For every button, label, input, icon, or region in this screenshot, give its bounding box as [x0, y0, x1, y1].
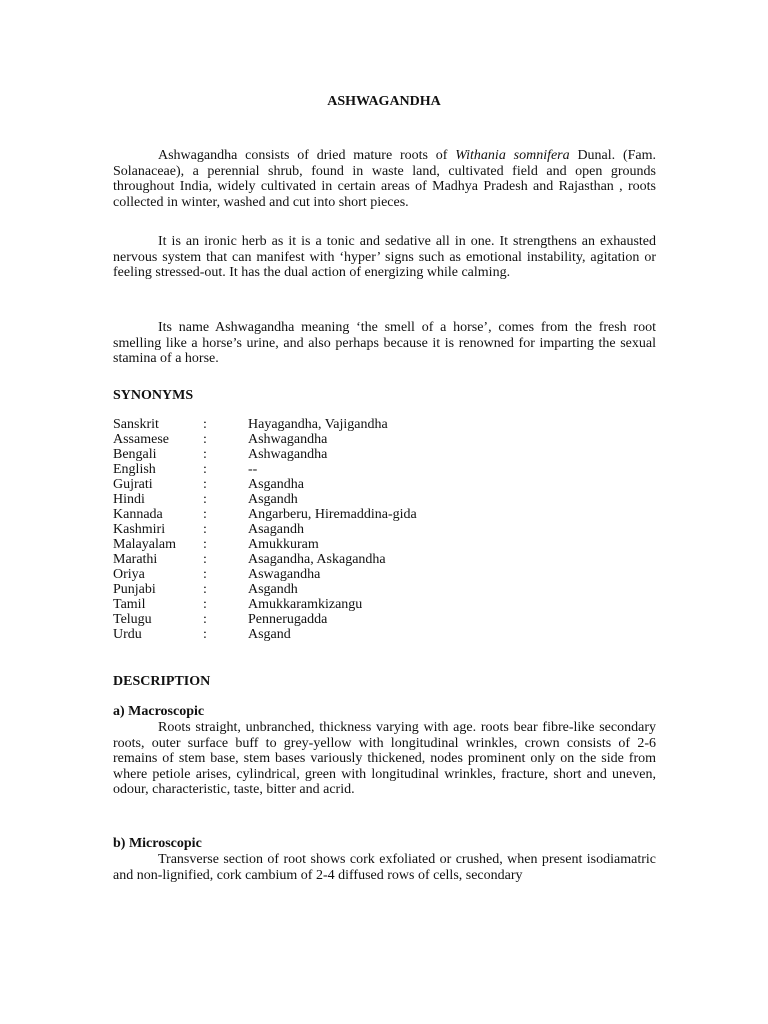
- macroscopic-text: Roots straight, unbranched, thickness varying with age. roots bear fibre-like secondary roots, outer surface buff to grey-yellow with longitudinal wrinkles, crown consists of 2-6 remains of stem base, stem bases variously thickened, nodes prominent only on the side from where petiole arises, cylindrical, green with longitudinal wrinkles, fracture, short and uneven, odour, characteristic, taste, bitter and acrid.: [113, 720, 656, 797]
- intro-p1-after: Dunal. (Fam. Solanaceae), a perennial shrub, found in waste land, cultivated field and open grounds throughout India, widely cultivated in certain areas of Madhya Pradesh and Rajasthan , roots collected in winter, washed and cut into short pieces.: [113, 148, 657, 210]
- synonym-separator: :: [203, 627, 207, 642]
- synonym-row: [113, 552, 656, 567]
- synonym-name: Amukkuram: [248, 537, 319, 552]
- synonym-name: Aswagandha: [248, 567, 321, 582]
- synonym-name: Hayagandha, Vajigandha: [248, 417, 388, 432]
- synonym-separator: :: [203, 417, 207, 432]
- synonym-name: Angarberu, Hiremaddina-gida: [248, 507, 417, 522]
- intro-p2-text: It is an ironic herb as it is a tonic and sedative all in one. It strengthens an exhausted nervous system that can manifest with ‘hyper’ signs such as emotional instability, agitation or feeling stressed-out. It has the dual action of energizing while calming.: [113, 234, 656, 280]
- synonym-name: Asagandh: [248, 522, 304, 537]
- synonym-name: Asgandha: [248, 477, 304, 492]
- synonym-separator: :: [203, 492, 207, 507]
- synonym-row: [113, 522, 656, 537]
- synonym-language: Urdu: [113, 627, 142, 642]
- synonym-language: Sanskrit: [113, 417, 159, 432]
- synonym-separator: :: [203, 567, 207, 582]
- synonym-row: [113, 432, 656, 447]
- synonym-name: --: [248, 462, 258, 477]
- synonym-separator: :: [203, 552, 207, 567]
- microscopic-heading: b) Microscopic: [113, 836, 202, 851]
- synonym-name: Ashwagandha: [248, 447, 328, 462]
- microscopic-text: Transverse section of root shows cork exfoliated or crushed, when present isodiamatric and non-lignified, cork cambium of 2-4 diffused rows of cells, secondary: [113, 852, 656, 883]
- synonym-separator: :: [203, 447, 207, 462]
- synonym-separator: :: [203, 612, 207, 627]
- synonym-language: Kannada: [113, 507, 163, 522]
- species-name: Withania somnifera: [455, 148, 570, 163]
- synonym-name: Asgandh: [248, 582, 298, 597]
- synonym-language: Oriya: [113, 567, 145, 582]
- synonym-name: Asgandh: [248, 492, 298, 507]
- synonym-name: Asgand: [248, 627, 291, 642]
- description-heading: DESCRIPTION: [113, 674, 211, 689]
- synonym-language: Gujrati: [113, 477, 153, 492]
- synonym-name: Ashwagandha: [248, 432, 328, 447]
- synonym-language: Hindi: [113, 492, 145, 507]
- synonyms-table: [113, 417, 656, 642]
- page-title: ASHWAGANDHA: [327, 94, 441, 109]
- synonyms-heading: SYNONYMS: [113, 388, 194, 403]
- macroscopic-heading: a) Macroscopic: [113, 704, 205, 719]
- synonym-row: [113, 597, 656, 612]
- macroscopic-paragraph: [113, 720, 656, 798]
- synonym-row: [113, 492, 656, 507]
- intro-paragraph-3: [113, 320, 656, 367]
- synonym-row: [113, 507, 656, 522]
- synonym-row: [113, 627, 656, 642]
- synonym-language: Assamese: [113, 432, 169, 447]
- synonym-language: English: [113, 462, 156, 477]
- synonym-row: [113, 462, 656, 477]
- synonym-separator: :: [203, 432, 207, 447]
- synonym-separator: :: [203, 462, 207, 477]
- synonym-separator: :: [203, 522, 207, 537]
- synonym-language: Telugu: [113, 612, 152, 627]
- synonym-name: Pennerugadda: [248, 612, 328, 627]
- synonym-row: [113, 612, 656, 627]
- synonym-row: [113, 447, 656, 462]
- synonym-row: [113, 537, 656, 552]
- synonym-language: Marathi: [113, 552, 158, 567]
- intro-paragraph-1: [113, 148, 656, 210]
- synonym-row: [113, 477, 656, 492]
- synonym-separator: :: [203, 477, 207, 492]
- microscopic-paragraph: [113, 852, 656, 883]
- synonym-name: Amukkaramkizangu: [248, 597, 363, 612]
- synonym-language: Tamil: [113, 597, 146, 612]
- synonym-separator: :: [203, 582, 207, 597]
- intro-paragraph-2: [113, 234, 656, 281]
- intro-p3-text: Its name Ashwagandha meaning ‘the smell of a horse’, comes from the fresh root smelling like a horse’s urine, and also perhaps because it is renowned for imparting the sexual stamina of a horse.: [113, 320, 656, 366]
- synonym-row: [113, 582, 656, 597]
- synonym-row: [113, 417, 656, 432]
- synonym-separator: :: [203, 537, 207, 552]
- synonym-language: Bengali: [113, 447, 157, 462]
- synonym-row: [113, 567, 656, 582]
- synonym-separator: :: [203, 507, 207, 522]
- intro-p1-before: Ashwagandha consists of dried mature roots of: [158, 148, 456, 163]
- synonym-separator: :: [203, 597, 207, 612]
- synonym-language: Malayalam: [113, 537, 176, 552]
- synonym-language: Kashmiri: [113, 522, 166, 537]
- synonym-name: Asagandha, Askagandha: [248, 552, 386, 567]
- synonym-language: Punjabi: [113, 582, 156, 597]
